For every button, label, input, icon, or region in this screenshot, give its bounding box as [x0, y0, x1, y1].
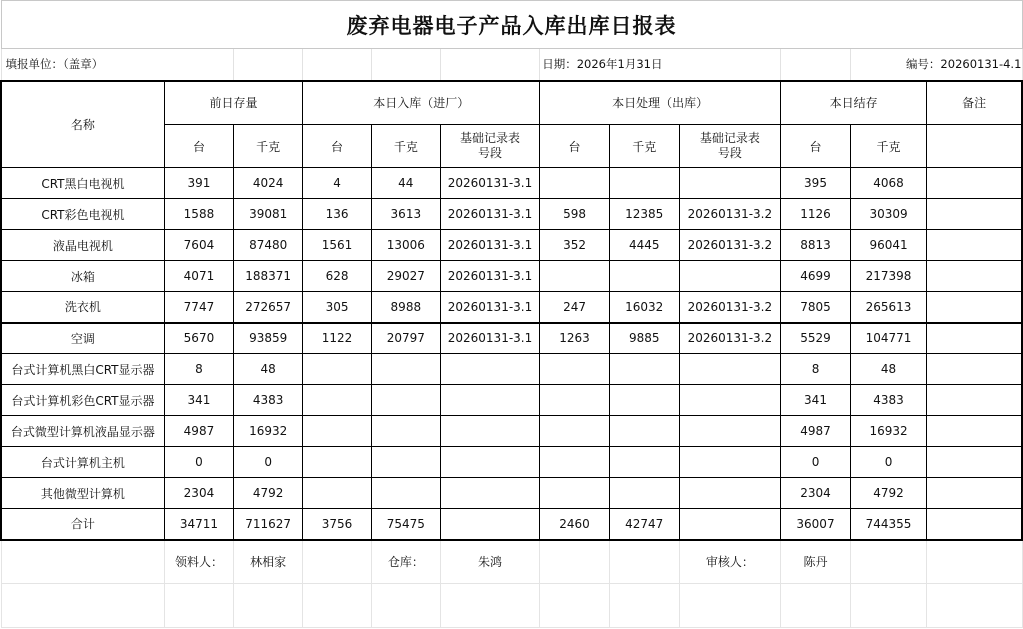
cell-in-record-no	[440, 354, 539, 385]
cell-in-tai: 305	[303, 292, 372, 323]
cell-in-tai	[303, 354, 372, 385]
table-row	[1, 199, 1022, 230]
cell-name: 台式计算机主机	[1, 447, 164, 478]
cell-in-kg	[371, 354, 440, 385]
subheader-stock-tai: 台	[781, 125, 851, 168]
cell-out-tai	[540, 168, 610, 199]
cell-out-kg	[609, 416, 679, 447]
cell-prev-kg: 4024	[234, 168, 303, 199]
cell-name: 液晶电视机	[1, 230, 164, 261]
cell-stock-kg: 30309	[850, 199, 926, 230]
cell-out-tai	[540, 354, 610, 385]
cell-remark	[927, 509, 1022, 540]
reviewer-name: 陈丹	[781, 540, 851, 584]
cell-out-tai	[540, 447, 610, 478]
cell-name: CRT黑白电视机	[1, 168, 164, 199]
cell-out-record-no	[679, 354, 780, 385]
cell-prev-kg: 87480	[234, 230, 303, 261]
reviewer-label: 审核人：	[679, 540, 780, 584]
cell-in-kg	[371, 416, 440, 447]
record-no-line1: 基础记录表	[699, 131, 760, 145]
cell-stock-tai: 5529	[781, 323, 851, 354]
cell-out-tai	[540, 385, 610, 416]
cell-prev-kg: 0	[234, 447, 303, 478]
cell-remark	[927, 323, 1022, 354]
cell-name: 冰箱	[1, 261, 164, 292]
cell-out-tai	[540, 261, 610, 292]
cell-in-tai: 3756	[303, 509, 372, 540]
receiver-name: 林相家	[234, 540, 303, 584]
cell-stock-kg: 104771	[850, 323, 926, 354]
cell-out-record-no	[679, 447, 780, 478]
cell-stock-tai: 8	[781, 354, 851, 385]
cell-prev-tai: 391	[164, 168, 233, 199]
table-row	[1, 416, 1022, 447]
cell-stock-tai: 341	[781, 385, 851, 416]
cell-stock-tai: 4699	[781, 261, 851, 292]
cell-prev-tai: 2304	[164, 478, 233, 509]
cell-in-tai: 1122	[303, 323, 372, 354]
record-no-line2: 号段	[477, 146, 502, 160]
cell-in-kg	[371, 478, 440, 509]
table-row	[1, 168, 1022, 199]
cell-in-record-no: 20260131-3.1	[440, 261, 539, 292]
cell-stock-tai: 7805	[781, 292, 851, 323]
cell-stock-kg: 48	[850, 354, 926, 385]
cell-remark	[927, 478, 1022, 509]
cell-name: 洗衣机	[1, 292, 164, 323]
cell-prev-kg: 16932	[234, 416, 303, 447]
cell-in-kg: 13006	[371, 230, 440, 261]
cell-name: 合计	[1, 509, 164, 540]
cell-remark	[927, 354, 1022, 385]
subheader-out-tai: 台	[540, 125, 610, 168]
table-row	[1, 478, 1022, 509]
cell-prev-kg: 711627	[234, 509, 303, 540]
cell-prev-kg: 272657	[234, 292, 303, 323]
cell-out-kg: 42747	[609, 509, 679, 540]
cell-in-tai	[303, 385, 372, 416]
subheader-prev-tai: 台	[164, 125, 233, 168]
table-row	[1, 385, 1022, 416]
cell-prev-tai: 4987	[164, 416, 233, 447]
cell-in-tai: 628	[303, 261, 372, 292]
cell-out-kg: 9885	[609, 323, 679, 354]
subheader-out-record-no	[679, 125, 780, 168]
table-row	[1, 230, 1022, 261]
header-name: 名称	[1, 81, 164, 168]
cell-in-tai: 1561	[303, 230, 372, 261]
cell-stock-kg: 0	[850, 447, 926, 478]
header-stock-today: 本日结存	[781, 81, 927, 125]
cell-stock-tai: 2304	[781, 478, 851, 509]
cell-stock-kg: 96041	[850, 230, 926, 261]
table-row	[1, 447, 1022, 478]
cell-in-record-no: 20260131-3.1	[440, 199, 539, 230]
subheader-in-kg: 千克	[371, 125, 440, 168]
cell-prev-tai: 5670	[164, 323, 233, 354]
cell-stock-kg: 217398	[850, 261, 926, 292]
cell-remark	[927, 199, 1022, 230]
warehouse-label: 仓库：	[371, 540, 440, 584]
cell-remark	[927, 292, 1022, 323]
cell-in-kg: 29027	[371, 261, 440, 292]
cell-out-kg: 4445	[609, 230, 679, 261]
cell-prev-tai: 34711	[164, 509, 233, 540]
warehouse-name: 朱鸿	[440, 540, 539, 584]
cell-in-tai	[303, 447, 372, 478]
subheader-prev-kg: 千克	[234, 125, 303, 168]
cell-in-record-no: 20260131-3.1	[440, 230, 539, 261]
cell-out-kg	[609, 447, 679, 478]
header-prev-stock: 前日存量	[164, 81, 302, 125]
cell-in-kg: 75475	[371, 509, 440, 540]
cell-stock-kg: 16932	[850, 416, 926, 447]
cell-stock-kg: 4792	[850, 478, 926, 509]
report-title: 废弃电器电子产品入库出库日报表	[1, 1, 1022, 49]
reporting-unit-label: 填报单位：（盖章）	[1, 49, 234, 81]
cell-remark	[927, 416, 1022, 447]
table-row	[1, 292, 1022, 323]
subheader-in-record-no	[440, 125, 539, 168]
cell-out-tai	[540, 478, 610, 509]
cell-out-kg	[609, 354, 679, 385]
cell-out-kg	[609, 168, 679, 199]
header-remark: 备注	[927, 81, 1022, 125]
cell-remark	[927, 385, 1022, 416]
table-row	[1, 354, 1022, 385]
cell-out-tai: 247	[540, 292, 610, 323]
cell-out-record-no	[679, 478, 780, 509]
cell-in-kg	[371, 385, 440, 416]
cell-in-record-no: 20260131-3.1	[440, 323, 539, 354]
cell-in-kg: 3613	[371, 199, 440, 230]
cell-stock-tai: 0	[781, 447, 851, 478]
cell-in-tai	[303, 478, 372, 509]
cell-out-record-no	[679, 509, 780, 540]
cell-prev-tai: 7604	[164, 230, 233, 261]
header-in-today: 本日入库（进厂）	[303, 81, 540, 125]
cell-out-kg: 12385	[609, 199, 679, 230]
cell-name: 台式计算机黑白CRT显示器	[1, 354, 164, 385]
cell-out-record-no: 20260131-3.2	[679, 323, 780, 354]
cell-prev-tai: 1588	[164, 199, 233, 230]
cell-name: 台式微型计算机液晶显示器	[1, 416, 164, 447]
cell-prev-tai: 4071	[164, 261, 233, 292]
cell-name: 空调	[1, 323, 164, 354]
subheader-in-tai: 台	[303, 125, 372, 168]
header-process-today: 本日处理（出库）	[540, 81, 781, 125]
report-rows	[1, 168, 1022, 540]
cell-prev-tai: 8	[164, 354, 233, 385]
total-row	[1, 509, 1022, 540]
cell-stock-kg: 4383	[850, 385, 926, 416]
cell-out-kg	[609, 478, 679, 509]
table-row	[1, 261, 1022, 292]
cell-out-record-no: 20260131-3.2	[679, 292, 780, 323]
cell-in-record-no	[440, 447, 539, 478]
cell-remark	[927, 168, 1022, 199]
cell-prev-kg: 39081	[234, 199, 303, 230]
report-number: 编号：20260131-4.1	[850, 49, 1022, 81]
record-no-line2: 号段	[717, 146, 742, 160]
cell-prev-tai: 7747	[164, 292, 233, 323]
report-date: 日期：2026年1月31日	[540, 49, 781, 81]
cell-out-record-no	[679, 261, 780, 292]
cell-out-kg	[609, 385, 679, 416]
table-row	[1, 323, 1022, 354]
cell-out-tai: 2460	[540, 509, 610, 540]
cell-out-tai: 352	[540, 230, 610, 261]
cell-remark	[927, 230, 1022, 261]
cell-in-kg	[371, 447, 440, 478]
subheader-stock-kg: 千克	[850, 125, 926, 168]
cell-prev-kg: 4383	[234, 385, 303, 416]
cell-name: 其他微型计算机	[1, 478, 164, 509]
cell-in-kg: 44	[371, 168, 440, 199]
receiver-label: 领料人：	[164, 540, 233, 584]
cell-prev-kg: 48	[234, 354, 303, 385]
cell-in-record-no	[440, 416, 539, 447]
cell-out-record-no: 20260131-3.2	[679, 230, 780, 261]
cell-in-record-no	[440, 509, 539, 540]
cell-stock-kg: 744355	[850, 509, 926, 540]
cell-name: CRT彩色电视机	[1, 199, 164, 230]
cell-out-record-no	[679, 385, 780, 416]
cell-stock-tai: 4987	[781, 416, 851, 447]
record-no-line1: 基础记录表	[459, 131, 520, 145]
cell-stock-tai: 395	[781, 168, 851, 199]
cell-remark	[927, 261, 1022, 292]
cell-in-tai: 136	[303, 199, 372, 230]
cell-out-kg	[609, 261, 679, 292]
cell-in-record-no	[440, 385, 539, 416]
cell-in-kg: 8988	[371, 292, 440, 323]
cell-in-tai: 4	[303, 168, 372, 199]
cell-out-record-no	[679, 416, 780, 447]
cell-in-record-no: 20260131-3.1	[440, 292, 539, 323]
cell-stock-kg: 4068	[850, 168, 926, 199]
cell-out-record-no: 20260131-3.2	[679, 199, 780, 230]
cell-out-tai: 1263	[540, 323, 610, 354]
cell-name: 台式计算机彩色CRT显示器	[1, 385, 164, 416]
cell-stock-tai: 8813	[781, 230, 851, 261]
cell-in-record-no	[440, 478, 539, 509]
cell-out-record-no	[679, 168, 780, 199]
cell-out-kg: 16032	[609, 292, 679, 323]
cell-prev-tai: 0	[164, 447, 233, 478]
cell-prev-kg: 93859	[234, 323, 303, 354]
cell-stock-kg: 265613	[850, 292, 926, 323]
cell-in-kg: 20797	[371, 323, 440, 354]
cell-prev-tai: 341	[164, 385, 233, 416]
cell-out-tai: 598	[540, 199, 610, 230]
cell-prev-kg: 4792	[234, 478, 303, 509]
cell-in-record-no: 20260131-3.1	[440, 168, 539, 199]
cell-in-tai	[303, 416, 372, 447]
cell-stock-tai: 36007	[781, 509, 851, 540]
cell-out-tai	[540, 416, 610, 447]
cell-remark	[927, 447, 1022, 478]
subheader-out-kg: 千克	[609, 125, 679, 168]
cell-prev-kg: 188371	[234, 261, 303, 292]
cell-stock-tai: 1126	[781, 199, 851, 230]
